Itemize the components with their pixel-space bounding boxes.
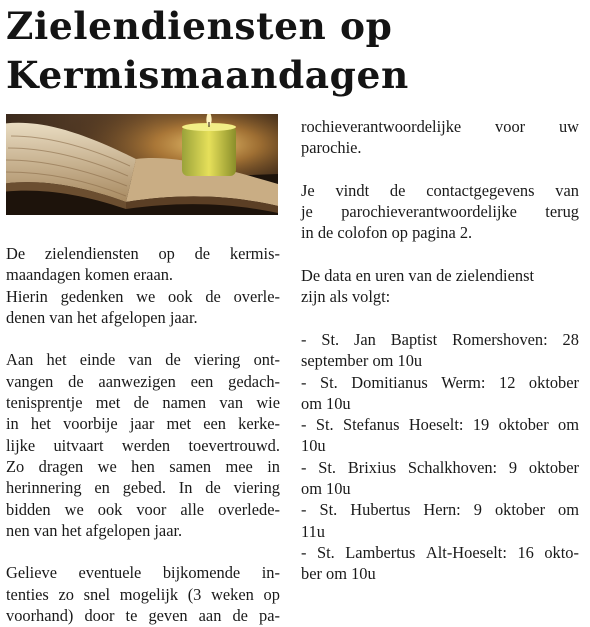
right-column <box>301 116 579 585</box>
text-line: je parochieverantwoordelijke terug <box>301 202 579 222</box>
paragraph <box>6 349 280 541</box>
book-candle-illustration <box>6 114 278 215</box>
paragraph <box>6 562 280 626</box>
text-line: tenisprentje met de namen van wie <box>6 393 280 413</box>
schedule-item: - St. Brixius Schalkhoven: 9 oktober <box>301 457 579 477</box>
text-line: rochieverantwoordelijke voor uw <box>301 117 579 136</box>
paragraph <box>301 116 579 159</box>
article-title-line-1: Zielendiensten op <box>6 4 393 48</box>
schedule-item: - St. Hubertus Hern: 9 oktober om <box>301 500 579 520</box>
schedule-item-cont: om 10u <box>301 479 351 499</box>
text-line: denen van het afgelopen jaar. <box>6 307 198 327</box>
text-line: De zielendiensten op de kermis- <box>6 244 280 263</box>
text-line: Hierin gedenken we ook de overle- <box>6 286 280 306</box>
text-line: voorhand) door te geven aan de pa- <box>6 606 280 626</box>
text-line: Je vindt de contactgegevens van <box>301 180 579 200</box>
text-line: lijke uitvaart werden toevertrouwd. <box>6 435 280 455</box>
schedule-item-cont: 11u <box>301 521 325 541</box>
text-line: in de colofon op pagina 2. <box>301 223 473 243</box>
book-candle-photo <box>6 114 278 215</box>
schedule-item: - St. Jan Baptist Romershoven: 28 <box>301 329 579 349</box>
schedule-item: - St. Lambertus Alt-Hoeselt: 16 okto- <box>301 542 579 562</box>
text-line: herinnering en gebed. In de viering <box>6 478 280 498</box>
paragraph <box>301 180 579 244</box>
paragraph <box>301 265 579 308</box>
text-line: nen van het afgelopen jaar. <box>6 520 183 540</box>
text-line: Zo dragen we hen samen mee in <box>6 456 280 476</box>
schedule-list <box>301 329 579 585</box>
text-line: Aan het einde van de viering ont- <box>6 350 280 370</box>
paragraph <box>6 243 280 328</box>
schedule-item: - St. Stefanus Hoeselt: 19 oktober om <box>301 415 579 435</box>
schedule-item-cont: 10u <box>301 436 326 456</box>
article-title-line-2: Kermismaandagen <box>6 53 409 97</box>
text-line: parochie. <box>301 138 362 158</box>
text-line: zijn als volgt: <box>301 287 391 307</box>
article-title <box>6 2 586 100</box>
schedule-item-cont: september om 10u <box>301 351 423 371</box>
schedule-item-cont: ber om 10u <box>301 564 376 584</box>
schedule-item-cont: om 10u <box>301 393 351 413</box>
text-line: maandagen komen eraan. <box>6 265 174 285</box>
text-line: Gelieve eventuele bijkomende in- <box>6 563 280 583</box>
text-line: vangen de aanwezigen een gedach- <box>6 371 280 391</box>
schedule-item: - St. Domitianus Werm: 12 oktober <box>301 372 579 392</box>
text-line: bidden we ook voor alle overlede- <box>6 499 280 519</box>
text-line: De data en uren van de zielendienst <box>301 266 535 286</box>
text-line: tenties zo snel mogelijk (3 weken op <box>6 584 280 604</box>
left-column <box>6 243 280 626</box>
text-line: in het voorbije jaar met een kerke- <box>6 414 280 434</box>
